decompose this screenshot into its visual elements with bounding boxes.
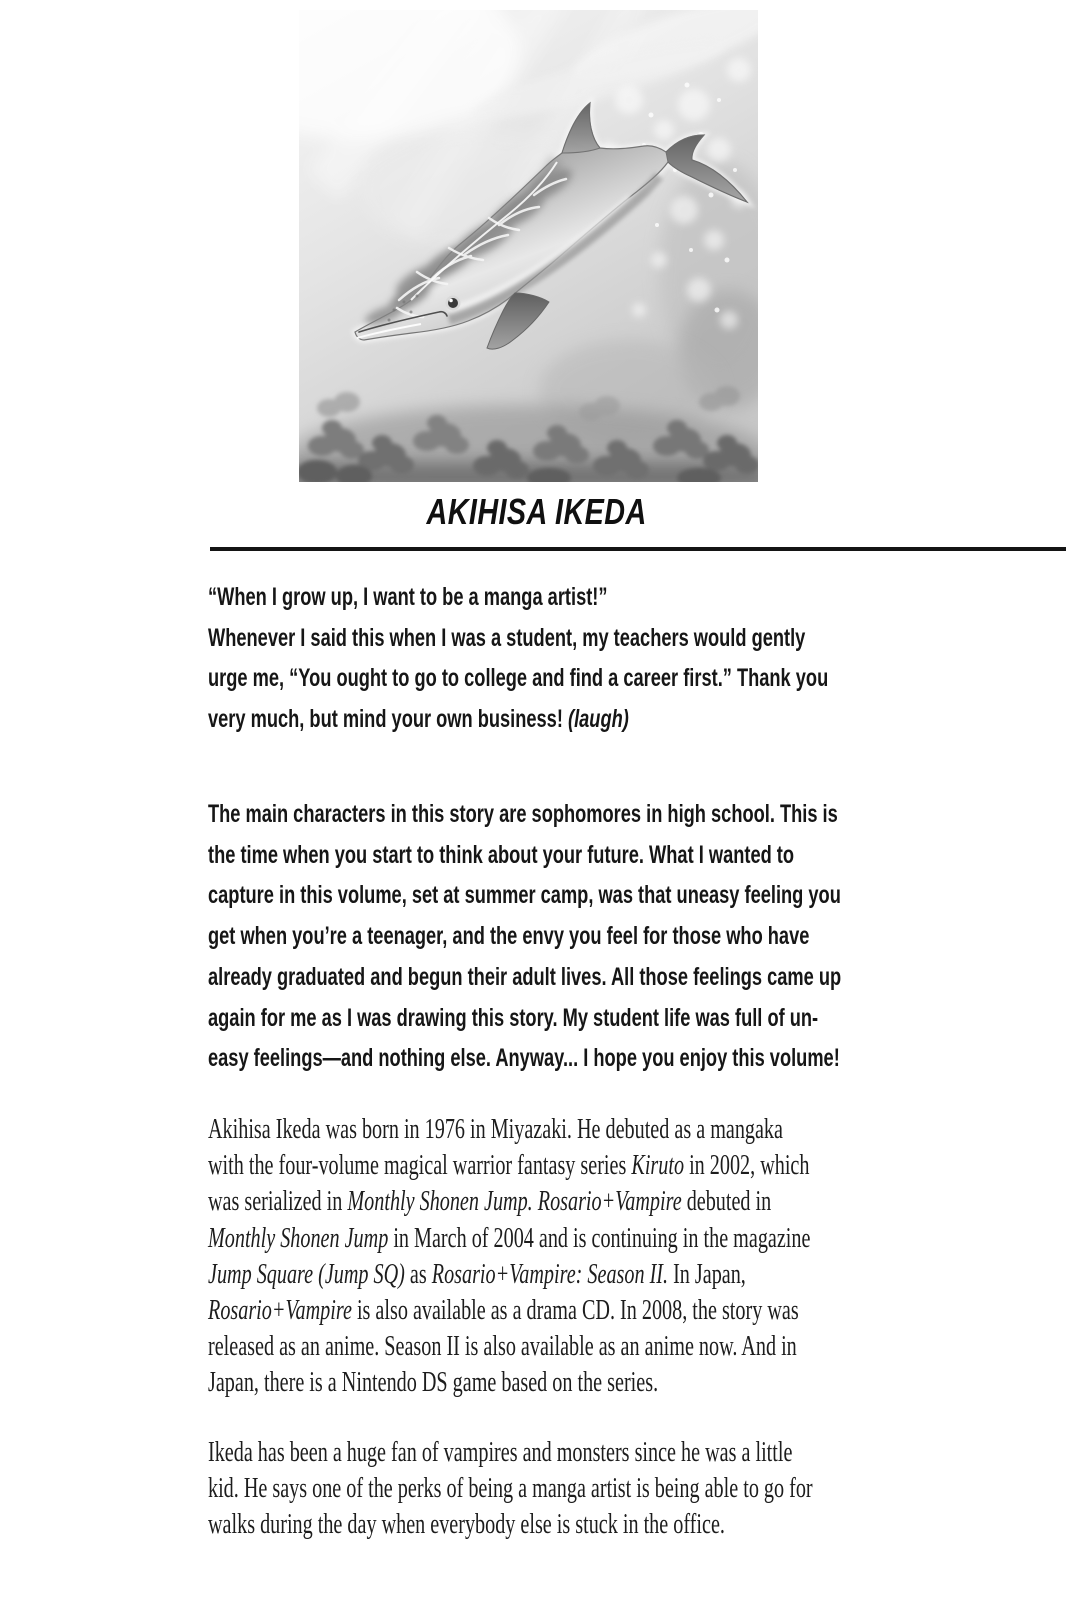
text-line: get when you’re a teenager, and the envy you feel for those who have bbox=[208, 922, 810, 951]
text-line: released as an anime. Season II is also available as an anime now. And in bbox=[208, 1331, 797, 1363]
text-line: Akihisa Ikeda was born in 1976 in Miyazaki. He debuted as a mangaka bbox=[208, 1114, 783, 1145]
text-line: “When I grow up, I want to be a manga artist!” bbox=[208, 583, 608, 611]
text-line: was serialized in Monthly Shonen Jump. Rosario+Vampire debuted in bbox=[208, 1186, 772, 1218]
text-line: Whenever I said this when I was a student, my teachers would gently bbox=[208, 623, 806, 652]
text-line: again for me as I was drawing this story. My student life was full of un- bbox=[208, 1003, 819, 1032]
text-line: the time when you start to think about your future. What I wanted to bbox=[208, 840, 795, 869]
text-line: Japan, there is a Nintendo DS game based on the series. bbox=[208, 1367, 659, 1399]
underwater-dolphin-illustration bbox=[299, 10, 758, 482]
text-line: Rosario+Vampire is also available as a drama CD. In 2008, the story was bbox=[208, 1295, 799, 1327]
author-artwork bbox=[299, 10, 758, 482]
text-line: with the four-volume magical warrior fantasy series Kiruto in 2002, which bbox=[208, 1150, 810, 1182]
text-line: capture in this volume, set at summer camp, was that uneasy feeling you bbox=[208, 881, 841, 910]
author-name-title bbox=[208, 492, 866, 532]
text-line: easy feelings—and nothing else. Anyway... I hope you enjoy this volume! bbox=[208, 1044, 840, 1073]
text-line: Jump Square (Jump SQ) as Rosario+Vampire: Season II. In Japan, bbox=[208, 1258, 746, 1290]
author-bio-paragraph bbox=[208, 1112, 1048, 1402]
text-line: Ikeda has been a huge fan of vampires and monsters since he was a little bbox=[208, 1437, 793, 1468]
title-divider-rule bbox=[210, 547, 1066, 551]
text-line: The main characters in this story are sophomores in high school. This is bbox=[208, 800, 838, 828]
dolphin-eye bbox=[446, 296, 461, 311]
text-line: urge me, “You ought to go to college and find a career first.” Thank you bbox=[208, 664, 829, 693]
author-comment-paragraph bbox=[208, 794, 1048, 1079]
text-line: Monthly Shonen Jump in March of 2004 and is continuing in the magazine bbox=[208, 1222, 811, 1254]
author-name-text: AKIHISA IKEDA bbox=[426, 491, 648, 532]
text-line: already graduated and begun their adult lives. All those feelings came up bbox=[208, 962, 842, 991]
text-line: walks during the day when everybody else is stuck in the office. bbox=[208, 1509, 725, 1541]
text-line: very much, but mind your own business! (laugh) bbox=[208, 705, 629, 734]
intro-quote-paragraph bbox=[208, 577, 1048, 740]
author-trivia-paragraph bbox=[208, 1435, 1048, 1544]
text-line: kid. He says one of the perks of being a manga artist is being able to go for bbox=[208, 1473, 813, 1505]
